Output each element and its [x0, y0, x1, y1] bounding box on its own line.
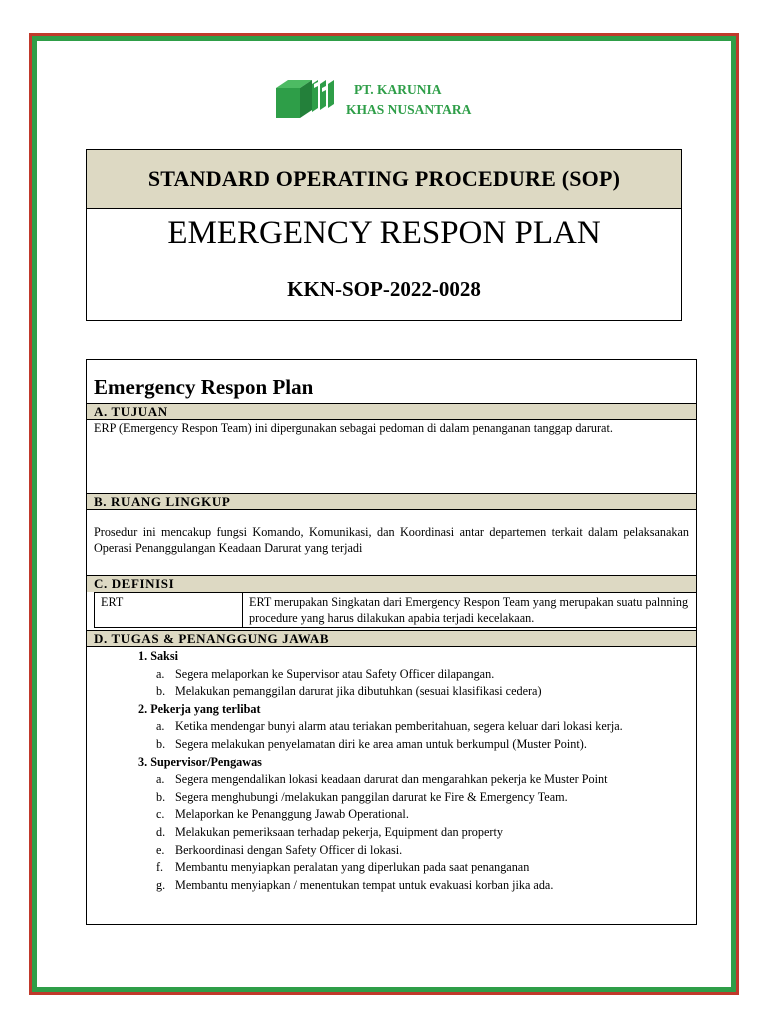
definition-table: [94, 592, 697, 628]
sop-title-box: [86, 149, 682, 321]
section-b-text: Prosedur ini mencakup fungsi Komando, Komunikasi, dan Koordinasi antar departemen terkait dalam pelaksanakan Operasi Penanggulangan Keadaan Darurat yang terjadi: [94, 525, 689, 555]
section-a-heading: A. TUJUAN: [87, 403, 696, 420]
list-item: a. Ketika mendengar bunyi alarm atau teriakan pemberitahuan, segera keluar dari lokasi kerja.: [156, 719, 623, 734]
sop-header: STANDARD OPERATING PROCEDURE (SOP): [87, 150, 681, 209]
content-box: [86, 359, 697, 925]
list-item: d. Melakukan pemeriksaan terhadap pekerja, Equipment dan property: [156, 824, 503, 839]
content-title: Emergency Respon Plan: [94, 375, 314, 399]
role-label: 3. Supervisor/Pengawas: [138, 754, 262, 769]
list-item: b. Segera melakukan penyelamatan diri ke area aman untuk berkumpul (Muster Point).: [156, 736, 587, 751]
section-d-heading: D. TUGAS & PENANGGUNG JAWAB: [87, 630, 696, 647]
company-name: [346, 80, 471, 120]
list-item: a. Segera melaporkan ke Supervisor atau Safety Officer dilapangan.: [156, 666, 495, 681]
section-a-text: ERP (Emergency Respon Team) ini dipergunakan sebagai pedoman di dalam penanganan tanggap darurat.: [94, 421, 613, 435]
list-item: e. Berkoordinasi dengan Safety Officer di lokasi.: [156, 842, 403, 857]
company-name-line2: KHAS NUSANTARA: [346, 102, 472, 117]
duties-list: [87, 647, 696, 894]
definition-term: ERT: [95, 593, 243, 628]
list-item: g. Membantu menyiapkan / menentukan tempat untuk evakuasi korban jika ada.: [156, 877, 554, 892]
list-item: a. Segera mengendalikan lokasi keadaan darurat dan mengarahkan pekerja ke Muster Point: [156, 772, 608, 787]
company-logo-icon: [274, 76, 336, 122]
role-label: 1. Saksi: [138, 649, 178, 663]
company-name-line1: PT. KARUNIA: [354, 82, 442, 97]
list-item: f. Membantu menyiapkan peralatan yang diperlukan pada saat penanganan: [156, 860, 530, 875]
list-item: b. Segera menghubungi /melakukan panggilan darurat ke Fire & Emergency Team.: [156, 789, 568, 804]
table-row: [95, 593, 697, 628]
list-item: c. Melaporkan ke Penanggung Jawab Operational.: [156, 807, 409, 822]
definition-text: ERT merupakan Singkatan dari Emergency Respon Team yang merupakan suatu palnning procedure yang harus dilakukan apabia terjadi kecelakaan.: [243, 593, 697, 628]
role-label: 2. Pekerja yang terlibat: [138, 701, 261, 716]
list-item: b. Melakukan pemanggilan darurat jika dibutuhkan (sesuai klasifikasi cedera): [156, 684, 542, 699]
sop-title: EMERGENCY RESPON PLAN: [167, 215, 601, 251]
section-c-heading: C. DEFINISI: [87, 575, 696, 592]
sop-code: KKN-SOP-2022-0028: [287, 277, 481, 301]
section-b-heading: B. RUANG LINGKUP: [87, 493, 696, 510]
